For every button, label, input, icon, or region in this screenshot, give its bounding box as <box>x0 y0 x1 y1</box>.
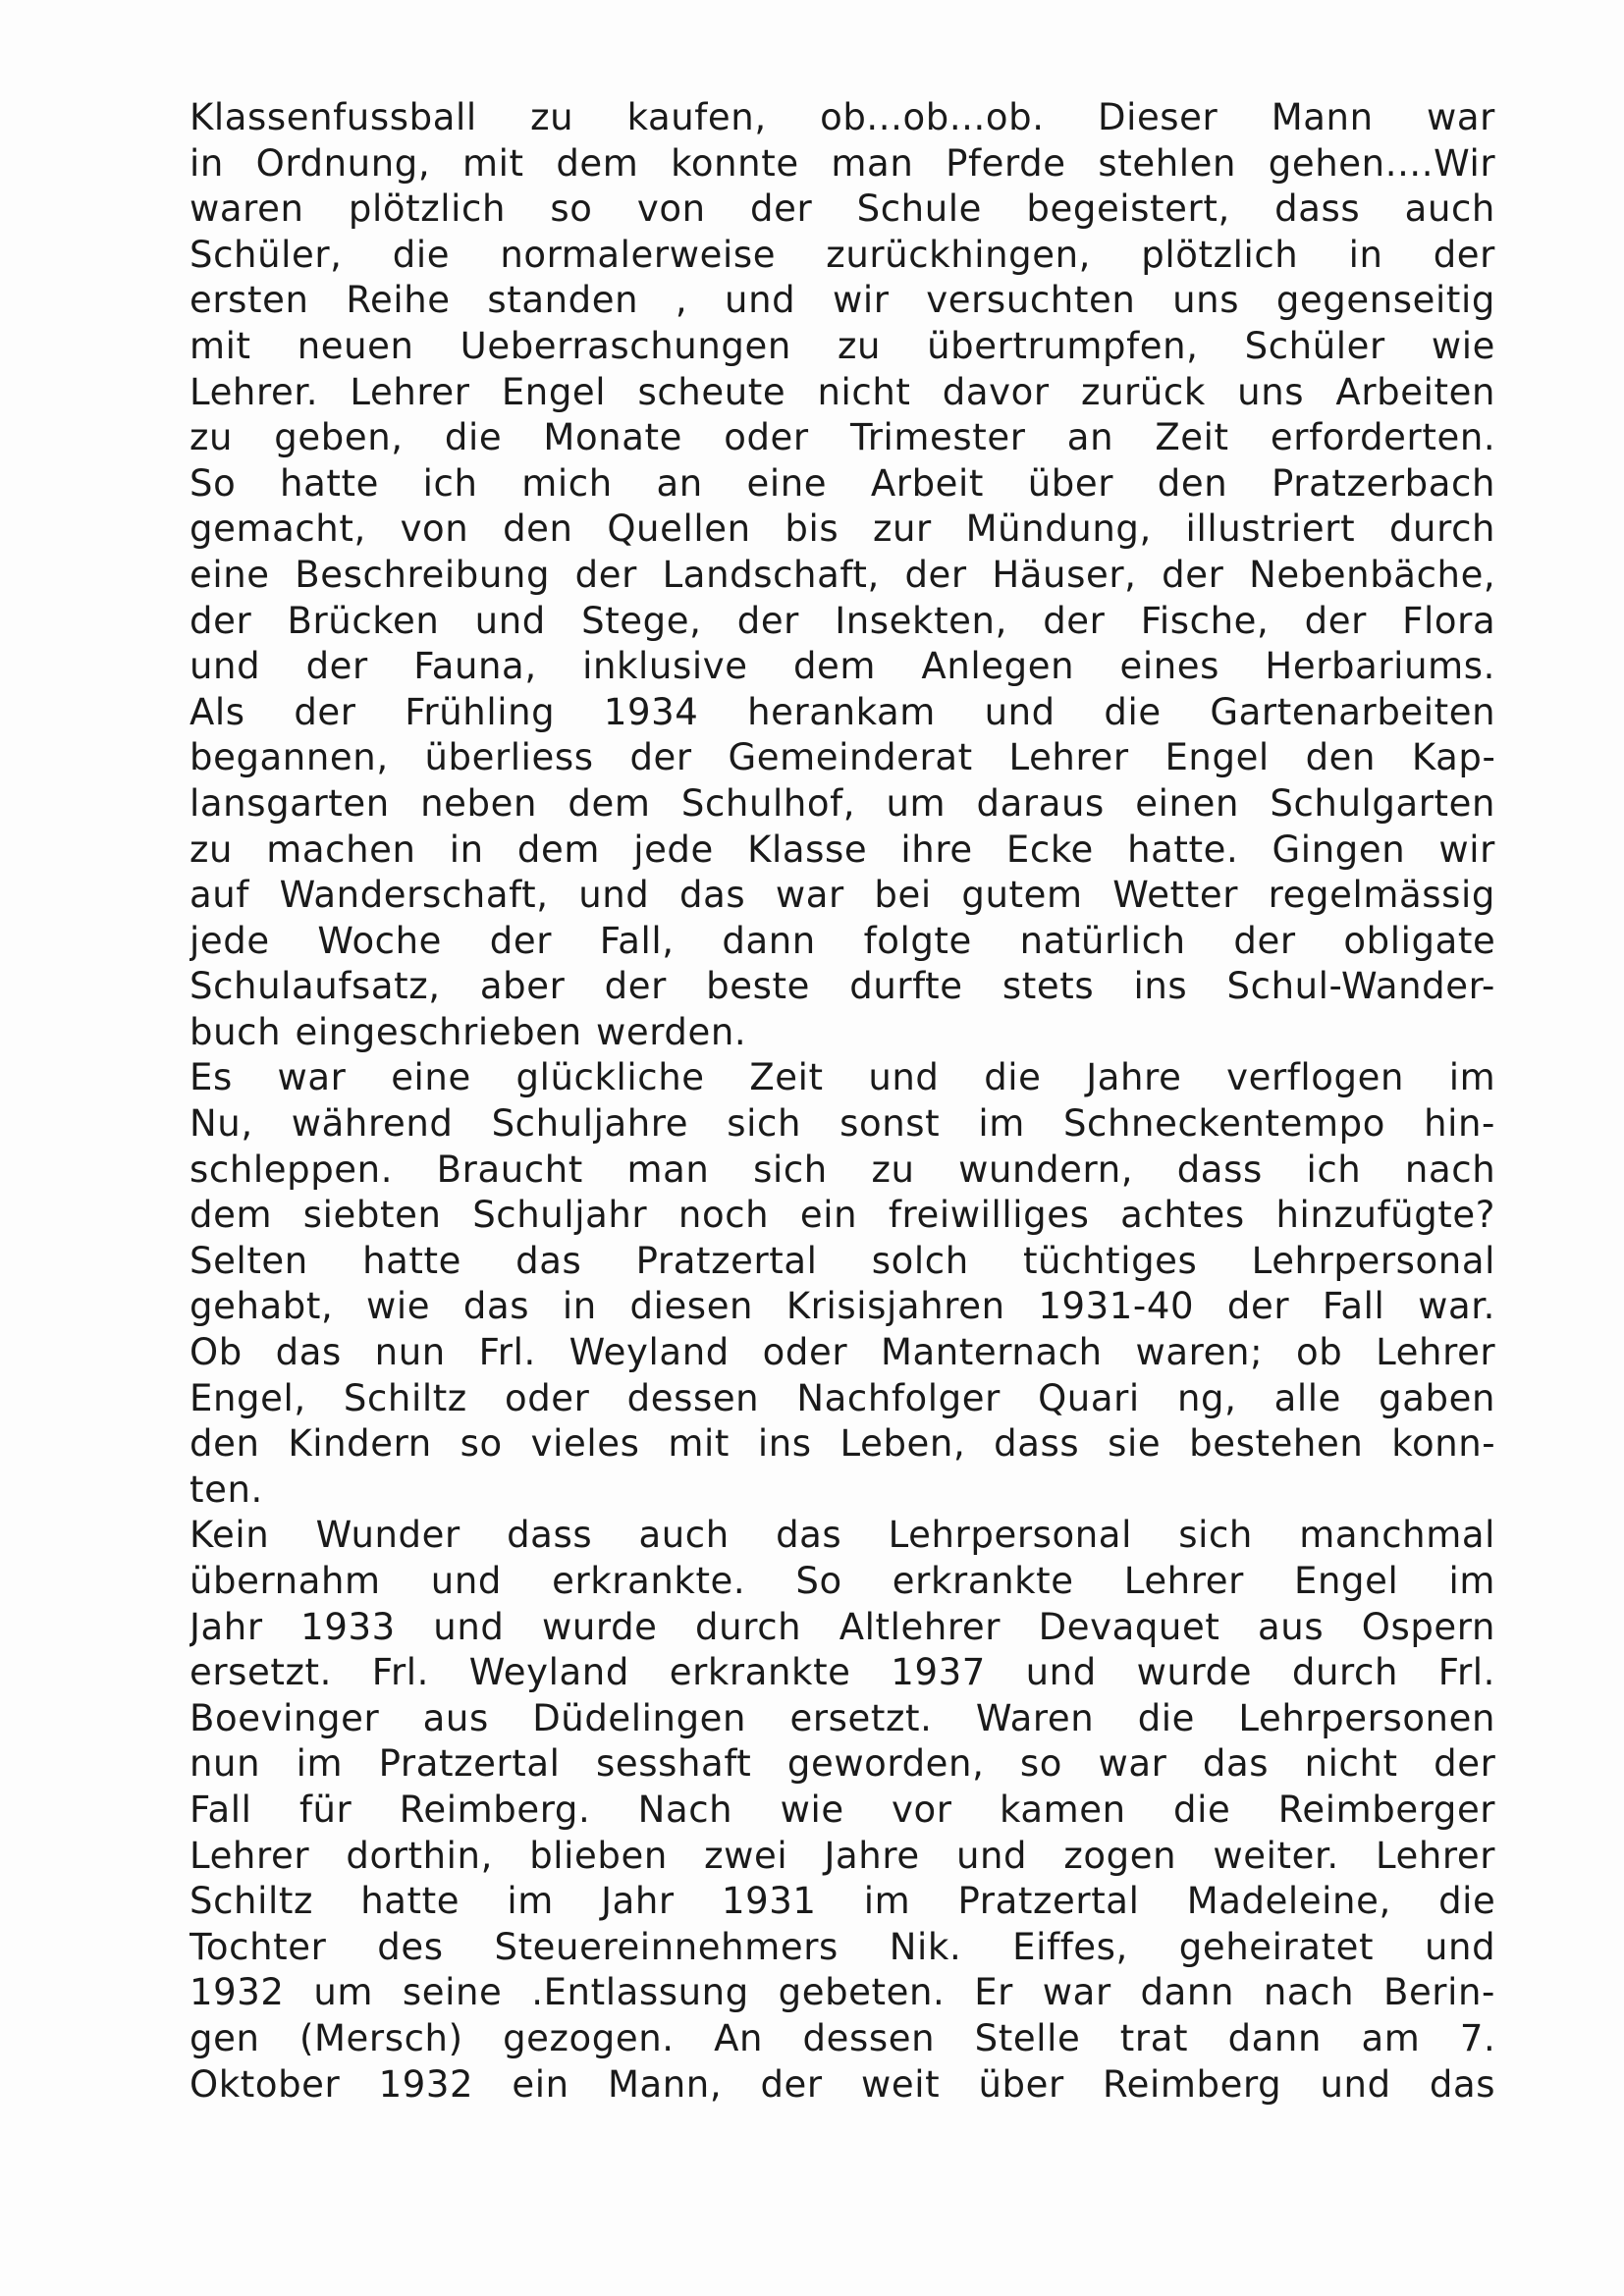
text-line: gehabt, wie das in diesen Krisisjahren 1931-40 der Fall war. <box>189 1285 1495 1328</box>
text-line: schleppen. Braucht man sich zu wundern, dass ich nach <box>189 1148 1495 1191</box>
text-line: Lehrer dorthin, blieben zwei Jahre und zogen weiter. Lehrer <box>189 1834 1495 1877</box>
text-line: Schüler, die normalerweise zurückhingen, plötzlich in der <box>189 233 1495 276</box>
text-line: Als der Frühling 1934 herankam und die Gartenarbeiten <box>189 690 1495 733</box>
text-line: Klassenfussball zu kaufen, ob...ob...ob. Dieser Mann war <box>189 96 1495 138</box>
text-line: gemacht, von den Quellen bis zur Mündung, illustriert durch <box>189 507 1495 551</box>
text-line: dem siebten Schuljahr noch ein freiwilliges achtes hinzufügte? <box>189 1194 1495 1237</box>
text-line: So hatte ich mich an eine Arbeit über den Pratzerbach <box>189 461 1495 505</box>
text-line: den Kindern so vieles mit ins Leben, dass sie bestehen konn- <box>189 1422 1495 1466</box>
text-line: der Brücken und Stege, der Insekten, der Fische, der Flora <box>189 599 1495 642</box>
text-line: in Ordnung, mit dem konnte man Pferde stehlen gehen....Wir <box>189 141 1495 185</box>
text-line: mit neuen Ueberraschungen zu übertrumpfen, Schüler wie <box>189 324 1495 367</box>
text-line: Lehrer. Lehrer Engel scheute nicht davor zurück uns Arbeiten <box>189 370 1495 413</box>
text-line: Ob das nun Frl. Weyland oder Manternach waren; ob Lehrer <box>189 1331 1495 1374</box>
text-line: Oktober 1932 ein Mann, der weit über Reimberg und das <box>189 2062 1495 2106</box>
text-line: Engel, Schiltz oder dessen Nachfolger Quari ng, alle gaben <box>189 1376 1495 1419</box>
text-line: Schulaufsatz, aber der beste durfte stets ins Schul-Wander- <box>189 965 1495 1008</box>
text-line: gen (Mersch) gezogen. An dessen Stelle trat dann am 7. <box>189 2016 1495 2059</box>
text-line: Schiltz hatte im Jahr 1931 im Pratzertal Madeleine, die <box>189 1880 1495 1923</box>
text-line: zu geben, die Monate oder Trimester an Zeit erforderten. <box>189 416 1495 459</box>
text-line: übernahm und erkrankte. So erkrankte Lehrer Engel im <box>189 1560 1495 1602</box>
text-line: Fall für Reimberg. Nach wie vor kamen die Reimberger <box>189 1788 1495 1831</box>
text-line: Tochter des Steuereinnehmers Nik. Eiffes, geheiratet und <box>189 1925 1495 1968</box>
text-line: 1932 um seine .Entlassung gebeten. Er war dann nach Berin- <box>189 1971 1495 2014</box>
text-line: Boevinger aus Düdelingen ersetzt. Waren die Lehrpersonen <box>189 1696 1495 1739</box>
text-line: lansgarten neben dem Schulhof, um daraus einen Schulgarten <box>189 781 1495 825</box>
text-line: jede Woche der Fall, dann folgte natürlich der obligate <box>189 919 1495 962</box>
text-line: Selten hatte das Pratzertal solch tüchtiges Lehrpersonal <box>189 1239 1495 1282</box>
text-line: Jahr 1933 und wurde durch Altlehrer Devaquet aus Ospern <box>189 1605 1495 1648</box>
text-line: eine Beschreibung der Landschaft, der Häuser, der Nebenbäche, <box>189 553 1495 596</box>
text-line: waren plötzlich so von der Schule begeistert, dass auch <box>189 187 1495 231</box>
text-line: auf Wanderschaft, und das war bei gutem Wetter regelmässig <box>189 874 1495 917</box>
text-line: ersetzt. Frl. Weyland erkrankte 1937 und wurde durch Frl. <box>189 1651 1495 1694</box>
text-line: ersten Reihe standen , und wir versuchten uns gegenseitig <box>189 279 1495 322</box>
text-line: zu machen in dem jede Klasse ihre Ecke hatte. Gingen wir <box>189 828 1495 871</box>
body-text <box>189 95 1495 2108</box>
text-line: ten. <box>189 1468 263 1511</box>
text-line: begannen, überliess der Gemeinderat Lehrer Engel den Kap- <box>189 736 1495 779</box>
text-line: Es war eine glückliche Zeit und die Jahre verflogen im <box>189 1056 1495 1099</box>
text-line: und der Fauna, inklusive dem Anlegen eines Herbariums. <box>189 645 1495 688</box>
text-line: buch eingeschrieben werden. <box>189 1010 747 1053</box>
text-line: nun im Pratzertal sesshaft geworden, so war das nicht der <box>189 1742 1495 1786</box>
text-line: Nu, während Schuljahre sich sonst im Schneckentempo hin- <box>189 1102 1495 1146</box>
text-line: Kein Wunder dass auch das Lehrpersonal sich manchmal <box>189 1514 1495 1557</box>
